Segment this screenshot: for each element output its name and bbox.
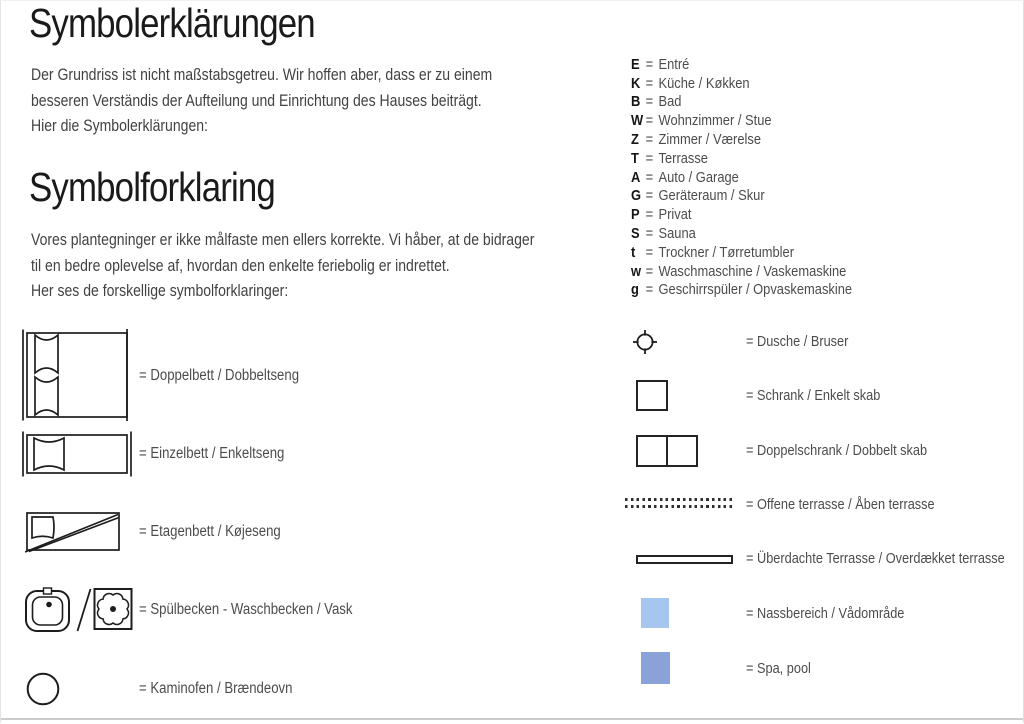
dotted-line xyxy=(625,505,732,508)
bottom-rule xyxy=(1,718,1023,720)
equals-sign: = xyxy=(645,55,654,73)
room-code: A xyxy=(631,168,641,186)
double-wardrobe-icon xyxy=(636,435,698,467)
legend-label-text: = Offene terrasse / Åben terrasse xyxy=(746,496,935,513)
legend-label-text: = Spülbecken - Waschbecken / Vask xyxy=(139,601,353,618)
wood-stove-icon xyxy=(26,672,60,706)
room-code-row xyxy=(631,224,852,243)
room-code-label: Terrasse xyxy=(658,149,708,167)
equals-sign: = xyxy=(645,149,654,167)
legend-label-text: = Überdachte Terrasse / Overdækket terrasse xyxy=(746,550,1005,567)
room-code-label: Geschirrspüler / Opvaskemaskine xyxy=(658,281,853,299)
legend-label xyxy=(746,386,904,406)
room-code-row xyxy=(631,111,852,130)
equals-sign: = xyxy=(645,168,654,186)
room-code-row xyxy=(631,93,852,112)
room-code: g xyxy=(631,281,639,299)
dotted-line xyxy=(625,498,732,501)
room-code: P xyxy=(631,206,640,224)
room-code-row xyxy=(631,74,852,93)
room-code-label: Waschmaschine / Vaskemaskine xyxy=(658,262,847,280)
paragraph-line: Her ses de forskellige symbolforklaringer: xyxy=(31,282,289,300)
paragraph-line: besseren Verständis der Aufteilung und Einrichtung des Hauses beiträgt. xyxy=(31,91,482,110)
room-code-row xyxy=(631,149,852,168)
intro-paragraph-danish xyxy=(31,228,623,305)
single-bed-icon xyxy=(22,431,132,477)
equals-sign: = xyxy=(645,206,654,224)
legend-label xyxy=(746,495,968,515)
wardrobe-divider xyxy=(666,437,668,465)
equals-sign: = xyxy=(645,243,654,261)
room-code-label: Wohnzimmer / Stue xyxy=(658,112,772,130)
equals-sign: = xyxy=(645,112,654,130)
room-code-row xyxy=(631,262,852,281)
legend-label-text: = Einzelbett / Enkeltseng xyxy=(139,445,285,462)
room-code: w xyxy=(631,262,642,280)
intro-paragraph-german xyxy=(31,63,574,140)
room-code: S xyxy=(631,225,640,243)
room-code: G xyxy=(631,187,642,205)
equals-sign: = xyxy=(645,93,654,111)
room-code-row xyxy=(631,55,852,74)
page-title-german xyxy=(29,0,365,47)
legend-label xyxy=(746,332,866,352)
legend-label-text: = Spa, pool xyxy=(746,660,811,677)
covered-terrace-icon xyxy=(636,555,733,564)
legend-label-text: = Schrank / Enkelt skab xyxy=(746,387,881,404)
wash-basin-icon xyxy=(93,587,133,631)
equals-sign: = xyxy=(645,74,654,92)
bunk-bed-icon xyxy=(25,511,121,553)
legend-label xyxy=(139,444,310,464)
legend-label-text: = Etagenbett / Køjeseng xyxy=(139,523,281,540)
legend-label-text: = Doppelschrank / Dobbelt skab xyxy=(746,442,928,459)
room-code-row xyxy=(631,130,852,149)
room-code: E xyxy=(631,55,640,73)
room-code-row xyxy=(631,187,852,206)
equals-sign: = xyxy=(645,225,654,243)
legend-label-text: = Nassbereich / Vådområde xyxy=(746,605,905,622)
room-code-label: Bad xyxy=(658,93,682,111)
legend-label xyxy=(746,659,822,679)
paragraph-line: Vores plantegninger er ikke målfaste men ellers korrekte. Vi håber, at de bidrager xyxy=(31,231,535,249)
room-code-row xyxy=(631,243,852,262)
page-title-german-text: Symbolerklärungen xyxy=(29,0,315,46)
room-code-row xyxy=(631,281,852,300)
legend-label xyxy=(139,600,390,620)
room-code: B xyxy=(631,93,641,111)
open-terrace-icon xyxy=(625,498,732,510)
room-code-list xyxy=(631,55,888,299)
legend-label xyxy=(139,366,327,386)
sink-washbasin-icon xyxy=(25,586,135,634)
double-bed-icon xyxy=(22,329,128,421)
legend-label xyxy=(746,549,1024,569)
legend-label xyxy=(746,441,959,461)
spa-pool-icon xyxy=(641,652,670,684)
room-code: W xyxy=(631,112,644,130)
room-code-label: Zimmer / Værelse xyxy=(658,131,762,149)
room-code-label: Trockner / Tørretumbler xyxy=(658,243,794,261)
room-code-label: Auto / Garage xyxy=(658,168,739,186)
room-code: T xyxy=(631,149,639,167)
kitchen-sink-icon xyxy=(25,587,71,633)
legend-label-text: = Dusche / Bruser xyxy=(746,333,849,350)
room-code-label: Privat xyxy=(658,206,692,224)
room-code: K xyxy=(631,74,641,92)
legend-label xyxy=(746,604,932,624)
page-title-danish xyxy=(29,163,318,211)
equals-sign: = xyxy=(645,187,654,205)
room-code-label: Küche / Køkken xyxy=(658,74,750,92)
legend-label xyxy=(139,679,320,699)
page-title-danish-text: Symbolforklaring xyxy=(29,164,275,210)
slash-separator xyxy=(75,588,93,632)
legend-label-text: = Kaminofen / Brændeovn xyxy=(139,680,293,697)
single-wardrobe-icon xyxy=(636,380,668,411)
room-code-label: Entré xyxy=(658,55,690,73)
room-code-row xyxy=(631,168,852,187)
legend-label-text: = Doppelbett / Dobbeltseng xyxy=(139,367,300,384)
paragraph-line: Der Grundriss ist nicht maßstabsgetreu. Wir hoffen aber, dass er zu einem xyxy=(31,66,493,84)
room-code-label: Geräteraum / Skur xyxy=(658,187,765,205)
room-code-label: Sauna xyxy=(658,225,696,243)
paragraph-line: til en bedre oplevelse af, hvordan den enkelte feriebolig er indrettet. xyxy=(31,256,450,275)
shower-icon xyxy=(631,328,659,356)
wet-area-icon xyxy=(641,598,669,628)
equals-sign: = xyxy=(645,262,654,280)
legend-label xyxy=(139,522,306,542)
room-code: Z xyxy=(631,131,639,149)
room-code: t xyxy=(631,243,636,261)
equals-sign: = xyxy=(645,281,654,299)
room-code-row xyxy=(631,205,852,224)
equals-sign: = xyxy=(645,131,654,149)
paragraph-line: Hier die Symbolerklärungen: xyxy=(31,117,208,135)
